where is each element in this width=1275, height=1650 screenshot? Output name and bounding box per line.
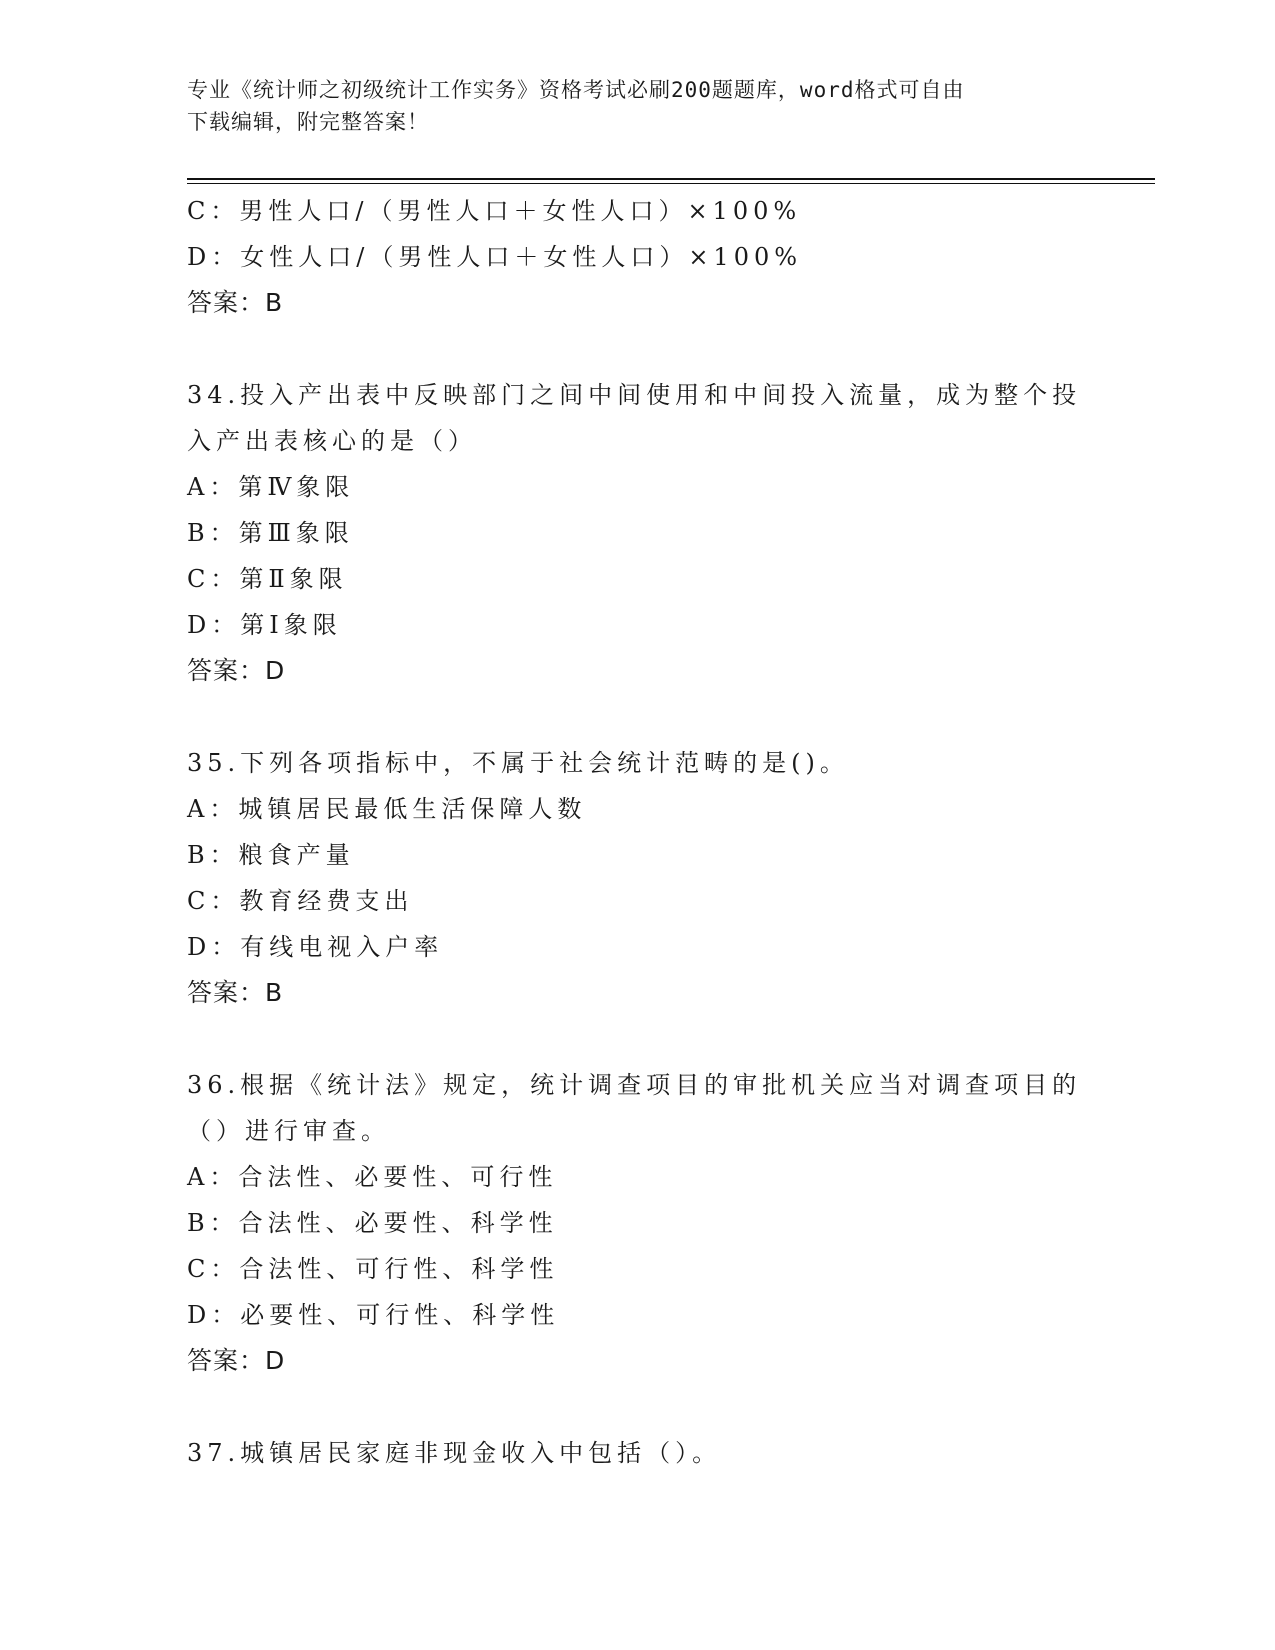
header-divider-thin <box>187 183 1155 184</box>
spacer <box>187 694 1087 740</box>
option-a: A：合法性、必要性、可行性 <box>187 1163 558 1191</box>
question-37 <box>187 1430 1087 1476</box>
option-a: A：第Ⅳ象限 <box>187 473 355 501</box>
option-c: C：男性人口/（男性人口＋女性人口）×100% <box>187 197 802 225</box>
header-divider-thick <box>187 178 1155 180</box>
question-stem-line-1: 36.根据《统计法》规定，统计调查项目的审批机关应当对调查项目的 <box>187 1071 1082 1099</box>
question-list <box>187 188 1087 1476</box>
option-d: D：第Ⅰ象限 <box>187 611 342 639</box>
document-header <box>187 74 1087 138</box>
question-36 <box>187 1062 1087 1384</box>
answer: 答案：B <box>187 288 284 317</box>
answer: 答案：D <box>187 1346 286 1375</box>
option-d: D：必要性、可行性、科学性 <box>187 1301 560 1329</box>
option-b: B：第Ⅲ象限 <box>187 519 354 547</box>
question-stem-line-1: 34.投入产出表中反映部门之间中间使用和中间投入流量，成为整个投 <box>187 381 1082 409</box>
answer: 答案：B <box>187 978 284 1007</box>
question-stem-line-1: 37.城镇居民家庭非现金收入中包括（）。 <box>187 1439 722 1467</box>
option-c: C：合法性、可行性、科学性 <box>187 1255 559 1283</box>
question-stem-line-1: 35.下列各项指标中，不属于社会统计范畴的是()。 <box>187 749 849 777</box>
spacer <box>187 326 1087 372</box>
option-c: C：教育经费支出 <box>187 887 414 915</box>
question-33 <box>187 188 1087 326</box>
option-c: C：第Ⅱ象限 <box>187 565 348 593</box>
option-a: A：城镇居民最低生活保障人数 <box>187 795 587 823</box>
header-line-1: 专业《统计师之初级统计工作实务》资格考试必刷200题题库，word格式可自由 <box>187 78 965 102</box>
option-d: D：女性人口/（男性人口＋女性人口）×100% <box>187 243 803 271</box>
question-35 <box>187 740 1087 1016</box>
header-line-2: 下载编辑，附完整答案！ <box>187 110 429 134</box>
question-stem-line-2: （）进行审查。 <box>187 1117 390 1145</box>
answer: 答案：D <box>187 656 286 685</box>
question-34 <box>187 372 1087 694</box>
option-b: B：合法性、必要性、科学性 <box>187 1209 558 1237</box>
spacer <box>187 1016 1087 1062</box>
spacer <box>187 1384 1087 1430</box>
option-d: D：有线电视入户率 <box>187 933 444 961</box>
question-stem-line-2: 入产出表核心的是（） <box>187 427 477 455</box>
option-b: B：粮食产量 <box>187 841 355 869</box>
